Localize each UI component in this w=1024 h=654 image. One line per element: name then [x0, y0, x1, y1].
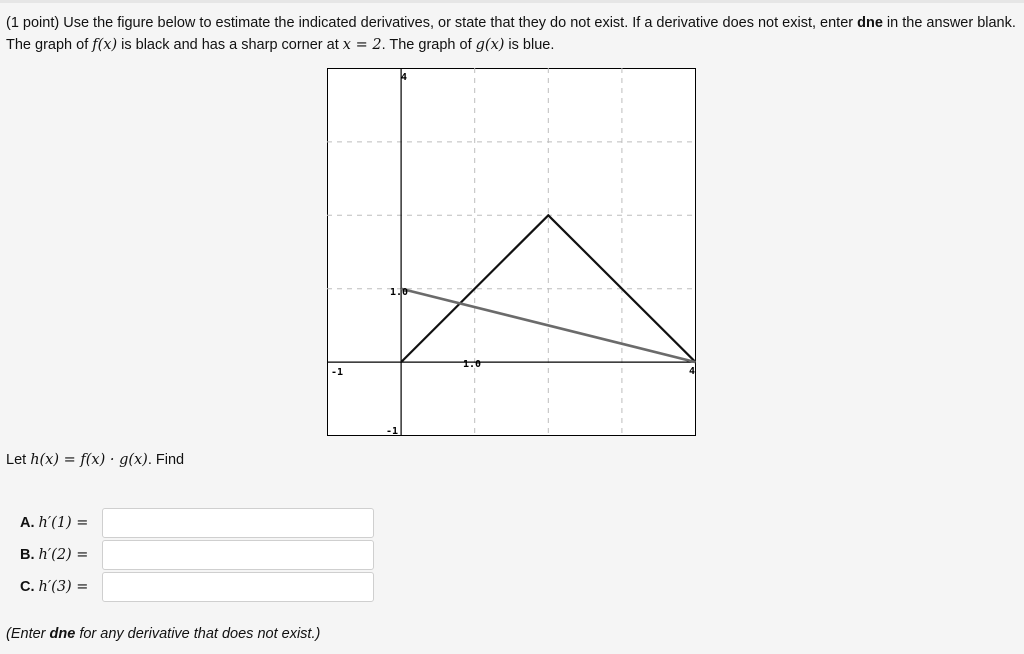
part-b-label: [20, 547, 88, 563]
note-dne-keyword: dne: [49, 626, 76, 642]
part-a-label: [20, 515, 88, 531]
let-statement: [6, 452, 184, 468]
tick-label-x-neg: -1: [331, 367, 344, 378]
problem-statement: [6, 12, 1016, 56]
corner-expression: x = 2: [342, 37, 382, 53]
dne-keyword: dne: [857, 15, 883, 31]
problem-text-1: (1 point) Use the figure below to estimate the indicated derivatives, or state that they do not exist. If a derivative does not exist, enter: [6, 15, 858, 31]
part-a-row: [20, 508, 380, 538]
problem-text-2: in the answer blank. The graph of: [6, 15, 1016, 53]
graph-figure: [327, 68, 696, 436]
note-suffix: for any derivative that does not exist.): [75, 626, 321, 642]
note-prefix: (Enter: [6, 626, 50, 642]
tick-label-y-top: 4: [401, 72, 408, 83]
top-rule: [0, 0, 1024, 3]
part-c-letter: C.: [20, 579, 35, 595]
part-c-label: [20, 579, 88, 595]
part-a-letter: A.: [20, 515, 35, 531]
problem-text-3: is black and has a sharp corner at: [117, 37, 343, 53]
part-b-letter: B.: [20, 547, 35, 563]
tick-label-x-right: 4: [689, 366, 696, 377]
part-b-row: [20, 540, 380, 570]
h-definition: h(x) = f(x) · g(x): [30, 452, 148, 468]
g-expression: g(x): [475, 37, 505, 53]
tick-label-y-one: 1.0: [390, 287, 409, 298]
let-prefix: Let: [6, 452, 31, 468]
let-suffix: . Find: [147, 452, 185, 468]
tick-label-x-one: 1.0: [463, 359, 482, 370]
part-b-answer-input[interactable]: [102, 540, 374, 570]
part-c-answer-input[interactable]: [102, 572, 374, 602]
tick-label-y-neg: -1: [386, 426, 399, 436]
dne-note: [6, 626, 320, 642]
part-c-row: [20, 572, 380, 602]
part-a-expr: h′(1) =: [38, 515, 89, 531]
part-a-answer-input[interactable]: [102, 508, 374, 538]
f-expression: f(x): [92, 37, 118, 53]
graph-svg: [327, 68, 696, 436]
part-c-expr: h′(3) =: [38, 579, 89, 595]
problem-text-4: . The graph of: [381, 37, 476, 53]
problem-text-5: is blue.: [504, 37, 555, 53]
part-b-expr: h′(2) =: [38, 547, 89, 563]
